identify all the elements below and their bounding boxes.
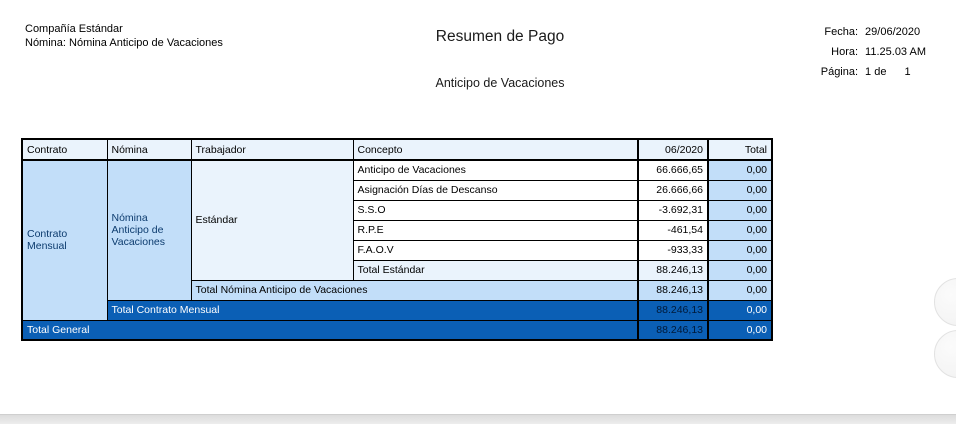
table-row-total-general: [22, 320, 772, 340]
cell-periodo-value: -461,54: [638, 220, 708, 240]
pagina-label: Página:: [820, 66, 859, 78]
cell-concepto: Anticipo de Vacaciones: [353, 160, 638, 180]
cell-concepto: Asignación Días de Descanso: [353, 180, 638, 200]
floating-scroll-button[interactable]: [934, 278, 956, 326]
bottom-edge-bar: [0, 414, 956, 424]
header-cell-contrato: Contrato: [22, 139, 107, 160]
cell-total-estandar-label: Total Estándar: [353, 260, 638, 280]
page-title: Resumen de Pago: [435, 28, 565, 45]
cell-total-value: 0,00: [708, 320, 772, 340]
header-cell-concepto: Concepto: [353, 139, 638, 160]
page-subtitle: Anticipo de Vacaciones: [435, 76, 565, 90]
cell-total-value: 0,00: [708, 240, 772, 260]
floating-scroll-button[interactable]: [934, 330, 956, 378]
company-name: Compañía Estándar: [25, 23, 123, 35]
fecha-value: 29/06/2020: [865, 26, 921, 38]
cell-total-value: 0,00: [708, 160, 772, 180]
cell-periodo-value: -933,33: [638, 240, 708, 260]
hora-label: Hora:: [831, 46, 859, 58]
cell-total-contrato-label: Total Contrato Mensual: [107, 300, 638, 320]
header-cell-periodo: 06/2020: [638, 139, 708, 160]
payroll-summary-table: [21, 138, 773, 341]
hora-value: 11.25.03 AM: [865, 46, 926, 58]
cell-periodo-value: 26.666,66: [638, 180, 708, 200]
cell-total-value: 0,00: [708, 180, 772, 200]
cell-total-value: 0,00: [708, 200, 772, 220]
cell-periodo-value: -3.692,31: [638, 200, 708, 220]
table-row: [22, 160, 772, 180]
meta-pagina: [810, 66, 926, 78]
header-cell-nomina: Nómina: [107, 139, 191, 160]
cell-periodo-value: 66.666,65: [638, 160, 708, 180]
pagina-total: 1: [904, 66, 911, 78]
report-header: [0, 0, 956, 130]
cell-periodo-value: 88.246,13: [638, 320, 708, 340]
header-cell-total: Total: [708, 139, 772, 160]
cell-periodo-value: 88.246,13: [638, 300, 708, 320]
table-header-row: [22, 139, 772, 160]
cell-total-value: 0,00: [708, 260, 772, 280]
cell-total-value: 0,00: [708, 220, 772, 240]
cell-total-general-label: Total General: [22, 320, 638, 340]
cell-concepto: R.P.E: [353, 220, 638, 240]
cell-concepto: S.S.O: [353, 200, 638, 220]
cell-periodo-value: 88.246,13: [638, 280, 708, 300]
cell-periodo-value: 88.246,13: [638, 260, 708, 280]
cell-trabajador-estandar: Estándar: [191, 160, 353, 280]
meta-fecha: [810, 26, 926, 38]
header-cell-trabajador: Trabajador: [191, 139, 353, 160]
cell-total-value: 0,00: [708, 300, 772, 320]
cell-nomina-anticipo: Nómina Anticipo de Vacaciones: [107, 160, 191, 300]
pagina-value: 1 de: [865, 66, 887, 78]
payroll-name: Nómina: Nómina Anticipo de Vacaciones: [25, 37, 223, 49]
cell-contrato-mensual: Contrato Mensual: [22, 160, 107, 320]
cell-concepto: F.A.O.V: [353, 240, 638, 260]
meta-hora: [810, 46, 926, 58]
table-row-total-contrato: [22, 300, 772, 320]
fecha-label: Fecha:: [824, 26, 859, 38]
cell-total-value: 0,00: [708, 280, 772, 300]
cell-total-nomina-label: Total Nómina Anticipo de Vacaciones: [191, 280, 638, 300]
meta-block: [810, 26, 926, 86]
